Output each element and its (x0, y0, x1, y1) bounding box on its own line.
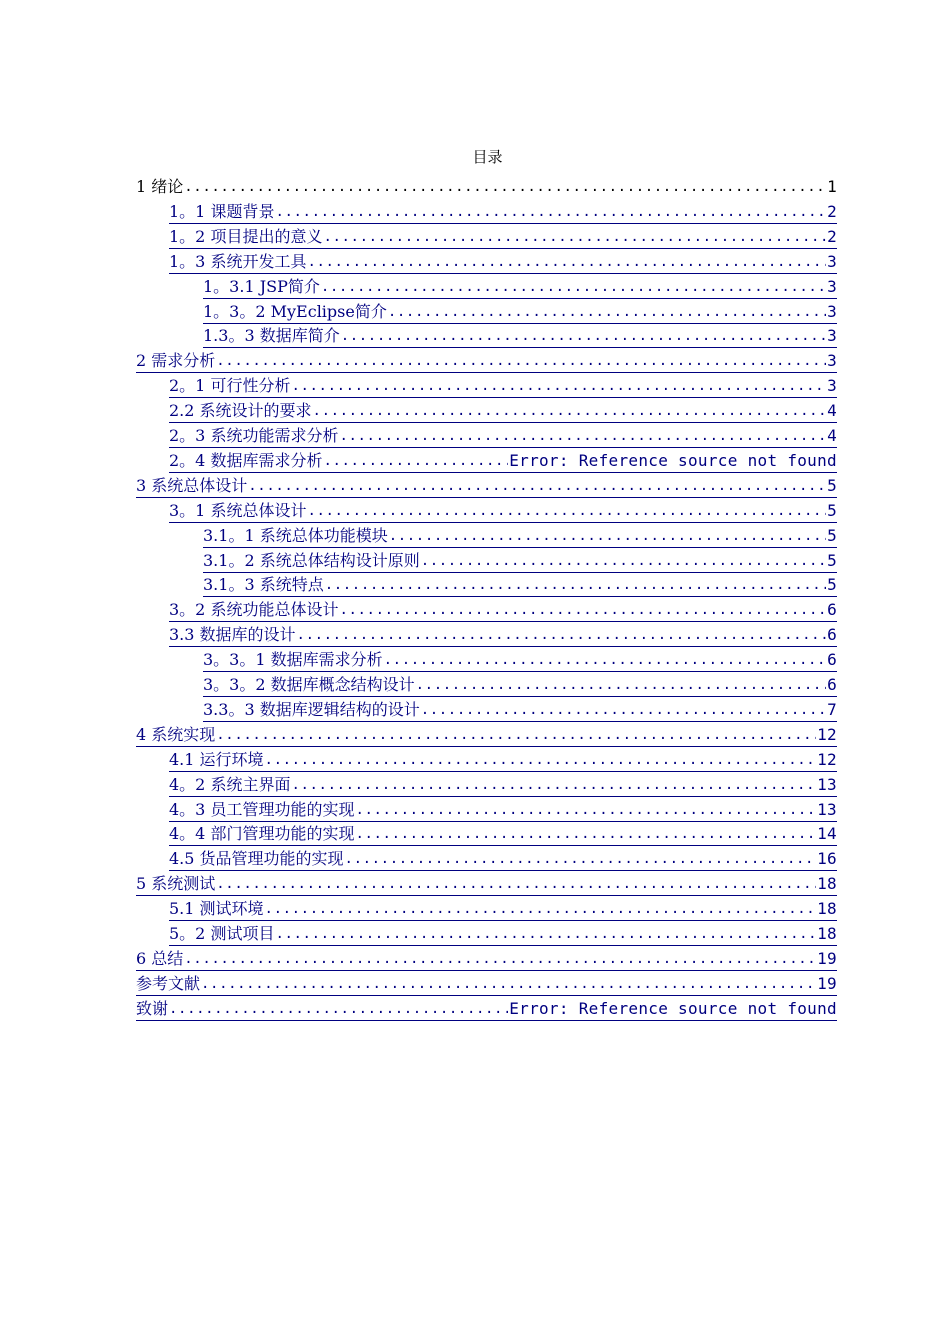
toc-entry-page-number: 7 (827, 699, 837, 719)
toc-entry (136, 172, 837, 198)
toc-entry[interactable] (169, 770, 837, 797)
toc-entry-page-number: 5 (827, 500, 837, 520)
toc-dot-leader (297, 625, 827, 645)
toc-dot-leader (323, 451, 508, 471)
toc-dot-leader (248, 476, 826, 496)
toc-entry[interactable] (169, 620, 837, 647)
toc-entry-page-number: 18 (817, 874, 837, 894)
toc-entry-label: 2 需求分析 (136, 351, 216, 371)
toc-entry[interactable] (136, 471, 837, 498)
toc-dot-leader (339, 600, 826, 620)
toc-entry[interactable] (203, 321, 837, 348)
toc-entry-label: 4。3 员工管理功能的实现 (169, 799, 355, 819)
toc-entry-page-number: 16 (817, 849, 837, 869)
toc-dot-leader (169, 999, 508, 1019)
toc-entry-page-number: 6 (827, 600, 837, 620)
toc-entry-page-number: 18 (817, 899, 837, 919)
toc-entry-page-number: 3 (827, 351, 837, 371)
toc-entry-page-number: 1 (827, 177, 837, 196)
toc-dot-leader (313, 401, 827, 421)
toc-entry[interactable] (136, 944, 837, 971)
toc-entry[interactable] (136, 346, 837, 373)
toc-dot-leader (389, 526, 826, 546)
toc-dot-leader (355, 800, 816, 820)
toc-entry-label: 2。3 系统功能需求分析 (169, 426, 339, 445)
toc-entry[interactable] (169, 446, 837, 473)
toc-dot-leader (184, 177, 826, 197)
toc-entry-page-number: 3 (827, 251, 837, 271)
toc-entry-page-number: 2 (827, 201, 837, 221)
toc-entry-page-number: 19 (817, 948, 837, 968)
toc-dot-leader (184, 949, 816, 969)
toc-dot-leader (355, 824, 816, 844)
toc-entry-label: 1。3.1 JSP简介 (203, 276, 320, 296)
toc-entry-label: 4。2 系统主界面 (169, 774, 291, 794)
toc-entry-label: 2。4 数据库需求分析 (169, 450, 323, 470)
toc-dot-leader (265, 750, 817, 770)
toc-dot-leader (216, 725, 816, 745)
toc-entry-label: 5 系统测试 (136, 874, 216, 894)
toc-dot-leader (416, 675, 826, 695)
toc-entry-page-number: 5 (827, 525, 837, 545)
toc-entry-label: 参考文献 (136, 973, 201, 993)
toc-dot-leader (291, 376, 826, 396)
toc-entry-label: 5。2 测试项目 (169, 924, 275, 943)
toc-dot-leader (384, 650, 826, 670)
toc-dot-leader (216, 874, 816, 894)
toc-entry-label: 3。1 系统总体设计 (169, 500, 307, 520)
toc-entry[interactable] (203, 670, 837, 697)
toc-entry[interactable] (136, 720, 837, 747)
toc-dot-leader (275, 202, 826, 222)
toc-entry-page-number: Error: Reference source not found (509, 998, 837, 1018)
toc-entry-page-number: 12 (817, 749, 837, 769)
toc-entry-page-number: 6 (827, 625, 837, 645)
toc-entry-page-number: 3 (827, 301, 837, 321)
toc-entry-page-number: 4 (827, 426, 837, 445)
toc-entry-page-number: 5 (827, 575, 837, 595)
toc-entry-label: 致谢 (136, 998, 169, 1018)
toc-entry[interactable] (169, 197, 837, 224)
toc-entry[interactable] (169, 819, 837, 846)
toc-entry-label: 3.1。2 系统总体结构设计原则 (203, 550, 420, 570)
toc-dot-leader (275, 924, 816, 944)
toc-entry-label: 3。2 系统功能总体设计 (169, 600, 339, 620)
toc-entry-label: 4.1 运行环境 (169, 749, 264, 769)
toc-dot-leader (323, 227, 826, 247)
toc-entry[interactable] (136, 869, 837, 896)
toc-entry-page-number: 19 (817, 973, 837, 993)
toc-entry-page-number: 5 (827, 475, 837, 495)
toc-entry[interactable] (169, 247, 837, 274)
toc-entry-label: 2.2 系统设计的要求 (169, 401, 312, 421)
toc-entry-page-number: 13 (817, 774, 837, 794)
toc-entry-label: 4.5 货品管理功能的实现 (169, 849, 344, 869)
toc-entry-label: 3.3。3 数据库逻辑结构的设计 (203, 699, 420, 719)
toc-entry[interactable] (203, 521, 837, 548)
toc-entry[interactable] (136, 969, 837, 996)
toc-entry[interactable] (169, 894, 837, 921)
toc-entry-label: 1。1 课题背景 (169, 201, 275, 221)
toc-dot-leader (216, 351, 826, 371)
toc-entry-page-number: 3 (827, 376, 837, 396)
toc-dot-leader (339, 426, 826, 446)
toc-entry-label: 1 绪论 (136, 177, 184, 196)
toc-entry[interactable] (203, 546, 837, 573)
toc-entry[interactable] (169, 396, 837, 423)
toc-entry[interactable] (203, 297, 837, 324)
toc-entry[interactable] (136, 994, 837, 1021)
toc-entry-page-number: 2 (827, 226, 837, 246)
toc-dot-leader (307, 501, 826, 521)
toc-dot-leader (307, 252, 826, 272)
toc-entry-page-number: 13 (817, 799, 837, 819)
toc-entry-label: 3.1。1 系统总体功能模块 (203, 525, 388, 545)
toc-dot-leader (421, 551, 826, 571)
toc-entry[interactable] (203, 645, 837, 672)
toc-entry[interactable] (169, 844, 837, 871)
toc-entry-label: 2。1 可行性分析 (169, 376, 291, 396)
toc-entry-page-number: 18 (817, 924, 837, 943)
toc-entry-label: 3.3 数据库的设计 (169, 625, 296, 645)
toc-dot-leader (291, 775, 816, 795)
toc-dot-leader (321, 277, 826, 297)
toc-entry-page-number: 6 (827, 675, 837, 694)
toc-entry-label: 1。3。2 MyEclipse简介 (203, 301, 387, 321)
toc-entry-label: 4 系统实现 (136, 724, 216, 744)
toc-entry[interactable] (203, 272, 837, 299)
toc-entry-label: 6 总结 (136, 948, 184, 968)
toc-entry-page-number: 4 (827, 401, 837, 421)
toc-entry-page-number: 12 (817, 724, 837, 744)
toc-dot-leader (388, 302, 826, 322)
toc-entry[interactable] (169, 595, 837, 622)
toc-entry[interactable] (169, 222, 837, 249)
toc-entry-label: 3 系统总体设计 (136, 475, 248, 495)
toc-entry[interactable] (203, 695, 837, 722)
toc-entry-label: 1。2 项目提出的意义 (169, 226, 323, 246)
toc-entry-page-number: 3 (827, 276, 837, 296)
toc-entry-label: 1。3 系统开发工具 (169, 251, 307, 271)
toc-entry-label: 3。3。1 数据库需求分析 (203, 650, 383, 670)
toc-entry-label: 1.3。3 数据库简介 (203, 326, 340, 346)
toc-title: 目录 (472, 148, 503, 166)
toc-entry-page-number: Error: Reference source not found (509, 450, 837, 470)
toc-entry[interactable] (169, 371, 837, 398)
toc-dot-leader (341, 326, 826, 346)
toc-entry-label: 5.1 测试环境 (169, 899, 264, 919)
toc-entry[interactable] (169, 745, 837, 772)
toc-entry-page-number: 14 (817, 824, 837, 844)
toc-entry-page-number: 5 (827, 550, 837, 570)
toc-dot-leader (325, 575, 826, 595)
toc-dot-leader (345, 849, 817, 869)
toc-entry-label: 4。4 部门管理功能的实现 (169, 824, 355, 844)
toc-entry-page-number: 3 (827, 326, 837, 346)
toc-entry[interactable] (169, 795, 837, 822)
toc-entry[interactable] (169, 919, 837, 946)
toc-entry[interactable] (169, 496, 837, 523)
toc-entry[interactable] (203, 570, 837, 597)
toc-dot-leader (265, 899, 817, 919)
toc-entry-page-number: 6 (827, 650, 837, 670)
toc-entry-label: 3.1。3 系统特点 (203, 575, 324, 595)
toc-dot-leader (201, 974, 816, 994)
toc-entry-label: 3。3。2 数据库概念结构设计 (203, 675, 415, 694)
toc-dot-leader (421, 700, 826, 720)
toc-entry[interactable] (169, 421, 837, 448)
